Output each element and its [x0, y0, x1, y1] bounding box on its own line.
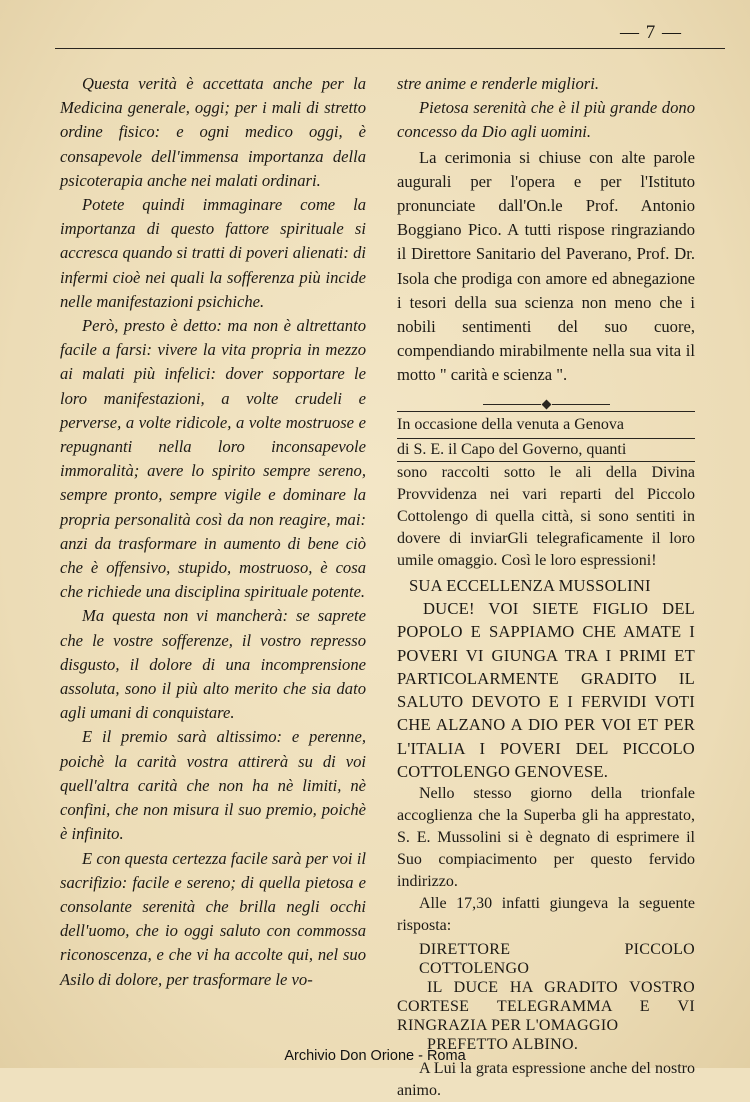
left-paragraph-2: Potete quindi immaginare come la importanza di questo fattore spirituale si accresca quando si tratti di poveri alienati: di infermi cioè nei quali la sofferenza più incide nelle manifestazioni psichiche. — [60, 195, 366, 311]
boxed-heading-line-2: di S. E. il Capo del Governo, quanti — [397, 439, 695, 462]
left-paragraph-6: E con questa certezza facile sarà per voi il sacrifizio: facile e sereno; di quella pietosa e consolante serenità che brilla negli occhi dell'uomo, che io oggi saluto con commossa riconoscenza, e che vi ha accolte qui, nel suo Asilo di dolore, per trasformare le vo- — [60, 848, 366, 989]
reply-section — [397, 783, 695, 937]
reply-line-2: IL DUCE HA GRADITO VOSTRO CORTESE TELEGRAMMA E VI RINGRAZIA PER L'OMAGGIO — [397, 979, 695, 1035]
reply-intro: Alle 17,30 infatti giungeva la seguente risposta: — [397, 895, 695, 935]
same-day-paragraph: Nello stesso giorno della trionfale accoglienza che la Superba gli ha apprestato, S. E. Mussolini si è degnato di esprimere il Suo compiacimento per questo fervido indirizzo. — [397, 785, 695, 891]
page-number: — 7 — — [620, 22, 682, 43]
reply-line-3: PREFETTO ALBINO. — [427, 1036, 579, 1054]
pietosa-paragraph: Pietosa serenità che è il più grande dono concesso da Dio agli uomini. — [397, 98, 695, 142]
intro-rest: sono raccolti sotto le ali della Divina Provvidenza nei vari reparti del Piccolo Cottolengo di quella città, si sono sentiti in dovere di inviarGli telegraficamente il loro umile omaggio. Così le loro espressioni! — [397, 463, 695, 569]
telegram-head: SUA ECCELLENZA MUSSOLINI — [409, 575, 651, 595]
continued-text: stre anime e renderle migliori. — [397, 74, 600, 93]
right-column — [397, 72, 695, 1102]
closing-paragraph: A Lui la grata espressione anche del nostro animo. — [397, 1060, 695, 1100]
left-paragraph-5: E il premio sarà altissimo: e perenne, poichè la carità vostra attirerà su di voi quell'altra carità che non ha nè limiti, nè confini, che non misura il suo premio, poichè è infinito. — [60, 727, 366, 844]
header-rule — [55, 48, 725, 49]
left-paragraph-1: Questa verità è accettata anche per la Medicina generale, oggi; per i mali di stretto ordine fisico: e ogni medico oggi, è consapevole dell'immensa importanza della psicoterapia anche nei malati ordinari. — [60, 74, 366, 190]
boxed-heading-line-1: In occasione della venuta a Genova — [397, 411, 695, 439]
telegram-to-mussolini — [397, 574, 695, 784]
archive-footer: Archivio Don Orione - Roma — [284, 1048, 466, 1064]
telegram-body: DUCE! VOI SIETE FIGLIO DEL POPOLO E SAPPIAMO CHE AMATE I POVERI VI GIUNGA TRA I PRIMI ET PARTICOLARMENTE GRADITO IL SALUTO DEVOTO E I FERVIDI VOTI CHE ALZANO A DIO PER VOI ET PER L'ITALIA I POVERI DEL PICCOLO COTTOLENGO GENOVESE. — [397, 598, 695, 782]
section-divider — [397, 392, 695, 404]
ceremony-paragraph: La cerimonia si chiuse con alte parole augurali per l'opera e per l'Istituto pronunciate dall'On.le Prof. Antonio Boggiano Pico. A tutti rispose ringraziando il Direttore Sanitario del Paverano, Prof. Dr. Isola che prodiga con amore ed abnegazione i tesori della sua scienza non meno che i nobili sentimenti del suo cuore, compendiando mirabilmente nella sua vita il motto " carità e scienza ". — [397, 147, 695, 385]
telegram-intro — [397, 411, 695, 572]
telegram-reply — [397, 940, 695, 1054]
left-paragraph-4: Ma questa non vi mancherà: se saprete che le vostre sofferenze, il vostro represso disgusto, il dolore di una incomprensione assoluta, sono il più alto merito che sia dato agli umani di conquistare. — [60, 606, 366, 723]
reply-line-1: DIRETTORE PICCOLO COTTOLENGO — [419, 941, 695, 978]
left-paragraph-3: Però, presto è detto: ma non è altrettanto facile a farsi: vivere la vita propria in mezzo ai malati più infelici: dover sopportare le loro manifestazioni, a volte crudeli e perverse, a volte ridicole, a volte mostruose e repugnanti nella loro inconsapevole immoralità; avere lo spirito sempre sereno, sempre pronto, sempre vigile e dominare la propria personalità così da non reagire, mai: anzi da trasformare in aumento di bene ciò che è offensivo, stupido, mostruoso, è cosa che richiede una disciplina spirituale potente. — [60, 316, 366, 602]
left-column — [60, 72, 366, 992]
